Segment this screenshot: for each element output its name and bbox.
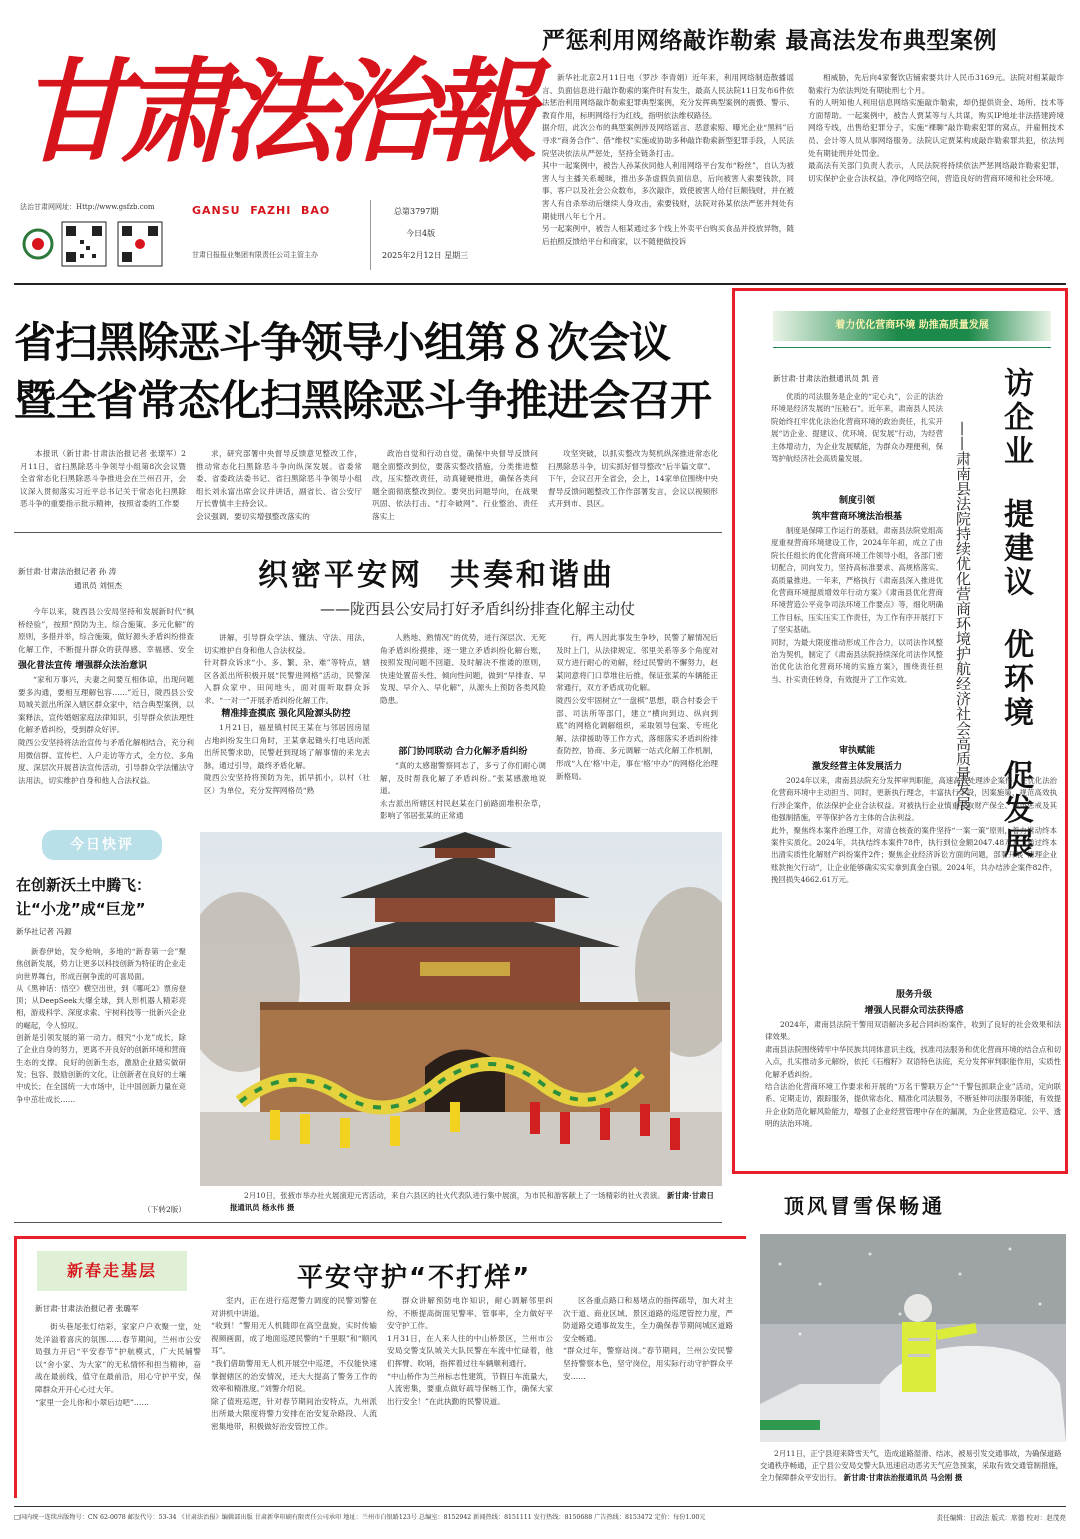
sidebar-intro: 优质的司法服务是企业的“定心丸”，公正的法治环境是经济发展的“压舱石”。近年来，肃南县人民法院始终扛牢优化法治化营商环境的政治责任，扎实开展“访企业、提建议、优环境、促发展”行动，为经营主体增动力，为企业发展赋能，为群众办理便利，保驾护航经济社会高质量发展。 — [771, 392, 943, 464]
snow-photo-caption — [760, 1448, 1066, 1498]
top-story-col-1: 新华社北京2月11日电（罗沙 李青娟）近年来，利用网络制造散播谣言、负面信息进行敲诈勒索的案件时有发生，最高人民法院11日发布6件依法惩治利用网络敲诈勒索犯罪典型案例，充分发挥典型案例的震慑、警示、教育作用，标明网络行为红线，指明依法维权路径。 据介绍，此次公布的典型案例涉及网络谣言、恶意索赔、曝光企业“黑料”后寻求“商务合作”、借“维权”实施或协助多种敲诈勒索新型犯罪手段，人民法院坚决依法从严惩处，坚持全链条打击。 其中一起案例中，被告人孙某伙同他人利用网络平台发布“粉丝”，自认为被害人与主播关系暧昧，推出多条虚假负面信息，后向被害人索要钱款，同事、客户以及社会公众数布，多次敲诈，致使被害人给付巨额钱财，并在被害人有自杀举动后继续人身攻击，索要钱财，法院对孙某依法严惩并判处有期徒刑八年七个月。 另一起案例中，被告人相某通过多个线上外卖平台购买食品并投放异物，随后拍照反馈给平台和商家，以不随便做投诉 — [542, 73, 794, 246]
feature-intro: 今年以来，陇西县公安局坚持和发展新时代“枫桥经验”，按照“预防为主、综合施策、多元化解”的原则，多措并举，综合施策，做好源头矛盾纠纷排查化解工作，不断提升群众的获得感、幸福感、安全 — [18, 607, 194, 654]
business-sidebar — [732, 288, 1068, 1174]
safety-col-1: 街头巷尾张灯结彩，家家户户欢聚一堂，处处洋溢着喜庆的氛围……春节期间，兰州市公安局强力开启“平安春节”护航模式，广大民辅警以“舍小家、为大家”的无私情怀和担当精神，奋战在最前线，值守在最前沿，用心守护平安，保障群众开开心心过大年。 “家里一会儿你和小翠后边吧”…… — [35, 1322, 201, 1407]
feature-subhead-3: 部门协同联动 合力化解矛盾纠纷 — [398, 747, 528, 757]
main-headline-line-1: 省扫黑除恶斗争领导小组第８次会议 — [14, 318, 671, 367]
feature-headline: 织密平安网 共奏和谐曲 — [258, 558, 615, 593]
feature-col-4: 行，两人因此事发生争吵，民警了解情况后及时上门，从法律规定、邻里关系等多个角度对双方进行耐心的劝解，经过民警的不懈努力，赵某同意将门口草堆住后推，保证张某的车辆能正常通行，双方矛盾成功化解。 陇西公安牢固树立“一盘棋”思想，联合村委会干部、司法所等部门，建立“横向到边、纵向到底”的网格化调解组织，采取领导包案、专班化解、法律援助等工作方式，落细落实矛盾纠纷排查防控，协商、多元调解一站式化解工作机制，形成“人在‘格’中走，事在‘格’中办”的网格化治理新格局。 — [556, 633, 718, 781]
sidebar-subhead-2a: 审执赋能 — [838, 746, 875, 756]
quick-review-badge-label: 今日快评 — [70, 837, 134, 853]
safety-col-2: 室内，正在进行巡逻警力调度的民警刘警在对讲机中讲道。 “收到！”警用无人机随即在高空盘旋，实时传输视频画面，成了地面巡逻民警的“千里眼”和“顺风耳”。 “我们借助警用无人机开展空中巡逻，不仅能快速掌握辖区的治安情况，还大大提高了警务工作的效率和精准度。”刘警介绍说。 除了值班巡逻，针对春节期间治安特点，九州派出所最大限度将警力安排在治安复杂路段、人流密集地带，积极做好治安管控工作。 — [211, 1296, 377, 1431]
main-story-col-1: 本报讯（新甘肃·甘肃法治报记者 张璟军）2月11日，省扫黑除恶斗争领导小组第8次会议暨全省常态化扫黑除恶斗争推进会在兰州召开，会议深入贯彻落实习近平总书记关于常态化扫黑除恶斗争的重要指示批示精神，按照省委的工作要 — [20, 449, 186, 509]
page-count: 今日4版 — [406, 229, 436, 238]
sidebar-subtitle-text: ——肃南县法院持续优化营商环境护航经济社会高质量发展 — [954, 421, 972, 811]
top-story-col-2: 相威胁，先后向4家餐饮店铺索要共计人民币3169元。法院对相某敲诈勒索行为依法判处有期徒刑七个月。 有的人明知他人利用信息网络实施敲诈勒索，却仍提供资金、场所、技术等方面帮助。一起案例中，被告人贾某等与人共谋，购买IP地址非法搭建跨境网络专线，出售给犯罪分子，实施“裸聊”敲诈勒索犯罪的窝点，并雇佣技术员、会计等人员从事网络服务。法院认定贾某构成敲诈勒索罪共犯，依法判处有期徒刑并处罚金。 最高法有关部门负责人表示，人民法院将持续依法严惩网络敲诈勒索犯罪，切实保护企业合法权益，净化网络空间，营造良好的营商环境和社会环境。 — [808, 73, 1064, 183]
main-story — [14, 296, 722, 524]
masthead-divider — [370, 200, 371, 270]
feature-col-2a: 讲解，引导群众学法、懂法、守法、用法，切实维护自身和他人合法权益。 针对群众诉求“小、多、繁、杂、难”等特点，辖区各派出所积极开展“民警进网格”活动，民警深入群众家中、田间地头，面对面听取群众诉求，“一对一”开展矛盾纠纷化解工作。 — [204, 633, 370, 704]
sidebar-section-2: 2024年以来，肃南县法院充分发挥审判职能，高速高效处理涉企案件，在优化法治化营商环境中主动担当、同时，更新执行理念，丰富执行手段，因案施策，规范高效执行涉企案件，依法保护企业合法权益。对被执行企业慎重采取财产保全、信用惩戒及其他强制措施，平等保护各方主体的合法利益。 此外，聚焦终本案件治理工作，对清仓核查的案件坚持“一案一策”原则，着力推动终本案件实质化。2024年，共执结终本案件78件，执行到位金额2047.48万元，通过终本出清实质性化解财产纠纷案件2件；聚焦企业经济诉讼方面的问题，部署开展“清理企业账款拖欠行动”，让企业能够确实实实拿到真金白银。2024年，共办结涉企案件82件，挽回损失4662.61万元。 — [771, 776, 1057, 885]
footer-rule — [14, 1506, 1066, 1507]
masthead-publisher: 甘肃日报报业集团有限责任公司主管主办 — [192, 251, 318, 259]
sidebar-title-text: 访企业 提建议 优环境 促发展 — [998, 367, 1033, 862]
festival-caption-credit: 新甘肃·甘肃日报通讯员 杨永伟 摄 — [230, 1191, 714, 1212]
main-story-col-4: 攻坚突破，以抓实整改为契机纵深推进常态化扫黑除恶斗争，切实抓好督导整改“后半篇文章”。 下午，会议召开全省会，会上，14家单位围绕中央督导反馈问题整改工作作部署发言，会议以视频形式开到市、县区。 — [548, 449, 718, 509]
snow-caption-text: 2月11日，正宁县迎来降雪天气，造成道路湿滑、结冰，被易引发交通事故，为确保道路交通秩序畅通，正宁县公安局交警大队迅速启动恶劣天气应急预案，采取有效交通管制措施，全力保障群众平安出行。 — [760, 1449, 1064, 1482]
feature-col-1: “家和万事兴，夫妻之间要互相体谅，出现问题要多沟通，要相互理解包容……”近日，陇西县公安局城关派出所深入辖区群众家中，结合典型案例，以案释法，宣传婚姻家庭法律知识，引导群众依法理性化解矛盾纠纷，受到群众好评。 陇西公安坚持将法治宣传与矛盾化解相结合，充分利用微信群、宣传栏、入户走访等方式，全方位、多角度、深层次开展普法宣传活动，引导群众学法懂法守法用法，切实维护自身和他人合法权益。 — [18, 675, 194, 785]
sidebar-section-1: 制度是保障工作运行的基础，肃南县法院党组高度重视营商环境建设工作，2024年年初，成立了由院长任组长的优化营商环境工作领导小组，各部门密切配合，同向发力，坚持高标准要求、高规格落实、高质量推进。一年来，严格执行《肃南县深入推进优化营商环境提质增效年行动方案》《肃南县优化营商环境营造公平竞争司法环境工作要点》等，细化明确工作目标，压实压实工作责任，为工作有序开展打下了坚实基础。 同时，为最大限度推动形成工作合力，以司法作风整治为契机，制定了《肃南县法院持续深化司法作风整治优化法治化营商环境的实施方案》，围绕责任担当、扑实责任转身，有效提升了工作实效。 — [771, 526, 943, 684]
quick-review-continued[interactable]: （下转2版） — [143, 1205, 186, 1214]
sidebar-banner — [773, 311, 1051, 341]
feature-subhead-2: 精准排查摸底 强化风险源头防控 — [221, 709, 351, 719]
main-story-col-2: 求，研究部署中央督导反馈意见整改工作，推动常态化扫黑除恶斗争向纵深发展。省委常委、省委政法委书记、省扫黑除恶斗争领导小组组长刘永富出席会议并讲话，副省长、省公安厅厅长曹慎丰主持会议。 会议强调，要切实增强整改落实的 — [196, 449, 362, 520]
feature-story — [14, 540, 722, 828]
masthead-website[interactable]: 法治甘肃网网址：Http://www.gsfzb.com — [20, 203, 155, 211]
quick-review-byline: 新华社记者 冯源 — [16, 927, 72, 936]
sidebar-subhead-1b: 筑牢营商环境法治根基 — [811, 512, 902, 522]
snow-photo-headline: 顶风冒雪保畅通 — [784, 1194, 945, 1218]
main-headline-line-2: 暨全省常态化扫黑除恶斗争推进会召开 — [14, 376, 712, 425]
top-story — [538, 14, 1068, 276]
snow-caption-credit: 新甘肃·甘肃法治报通讯员 马会刚 摄 — [843, 1473, 963, 1482]
issue-number: 总第3797期 — [394, 207, 439, 216]
qr-code-icons — [22, 218, 174, 272]
sidebar-subhead-1a: 制度引领 — [838, 496, 875, 506]
quick-review-body: 新春伊始，发令枪响，多地的“新春第一会”聚焦创新发展，势力让更多以科技创新为特征的企业走向世界舞台，形成百舸争流的可喜局面。 从《黑神话：悟空》横空出世，到《哪吒2》票房登顶；从DeepSeek大爆全球，到人形机器人精彩亮相，游戏科学、深度求索、宇树科技等一批新兴企业的崛起，令人惊叹。 创新是引领发展的第一动力。细究“小龙”成长，除了企业自身的努力，更离不开良好的创新环境和营商生态的支撑。良好的创新生态，激励企业踏实做研发；包容、鼓励创新的文化，让创新者在良好的土壤中成长；在全国统一大市场中，让中国创新力量在竞争中茁壮成长…… — [16, 947, 186, 1104]
main-divider — [14, 532, 722, 533]
safety-headline: 平安守护“不打烊” — [297, 1263, 532, 1293]
snow-photo-image — [760, 1234, 1066, 1442]
quick-review-badge — [42, 830, 162, 860]
footer-editor: 责任编辑：甘政法 版式：席德 校对：赵茂亮 — [936, 1514, 1066, 1522]
footer-info: □国内统一连续出版物号：CN 62-0078 邮发代号：53-34 《甘肃法治报》编辑部出版 甘肃新华印刷有限责任公司承印 地址：兰州市白银路123号 总编室：8152942 新闻热线：8151111 发行热线：8150688 广告热线：8153472 定价：每份1.00元 — [14, 1514, 706, 1521]
sidebar-section-3: 2024年，肃南县法院干警用双语解决多起合同纠纷案件，收到了良好的社会效果和法律效果。 肃南县法院围绕铸牢中华民族共同体意识主线，找准司法服务和优化营商环境的结合点和切入点，扎实推动多元解纷，依托《石榴籽》双语特色法庭，充分发挥审判职能作用，实质性化解矛盾纠纷。 结合法治化营商环境工作要求和开展的“万名干警联万企”“千警包抓联企业”活动，定向联系、定期走访，跟踪服务，提供常态化、精准化司法服务，不断延伸司法服务职能，有效提升企业防范化解风险能力，增强了企业经营管理中存在的漏洞，为企业营造稳定、公平、透明的法治环境。 — [765, 1020, 1061, 1129]
safety-col-4: 区各重点路口和易堵点的指挥疏导，加大对主次干道、商业区域、景区道路的巡逻管控力度，严防道路交通事故发生，全力确保春节期间城区道路安全畅通。 “群众过年，警察站岗。”春节期间，兰州公安民警坚持警察本色，坚守岗位，用实际行动守护群众平安…… — [563, 1296, 733, 1381]
festival-photo-caption — [230, 1190, 718, 1218]
masthead-pinyin: GANSU FAZHI BAO — [192, 204, 331, 217]
main-story-col-3: 政治自觉和行动自觉，确保中央督导反馈问题全面整改到位，要落实整改措施，分类推进整改，压实整改责任，动真碰硬推进，确保各类问题全面彻底整改到位。要突出问题导向，在战果巩固、依法打击、“打伞破网”、行业整治、责任落实上 — [372, 449, 538, 520]
snow-photo — [760, 1234, 1066, 1442]
sidebar-byline: 新甘肃·甘肃法治报通讯员 凯 音 — [773, 374, 879, 383]
issue-date: 2025年2月12日 星期三 — [382, 251, 469, 260]
masthead — [14, 14, 534, 276]
top-divider — [14, 283, 1066, 285]
sidebar-subhead-3a: 服务升级 — [895, 990, 932, 1000]
sidebar-subhead-3b: 增强人民群众司法获得感 — [864, 1006, 964, 1016]
safety-byline: 新甘肃·甘肃法治报记者 张璐军 — [35, 1304, 139, 1313]
feature-byline-2: 通讯员 刘恒杰 — [74, 581, 122, 590]
feature-byline-1: 新甘肃·甘肃法治报记者 孙 涛 — [18, 567, 117, 576]
quick-review-headline-1: 在创新沃土中腾飞： — [16, 876, 152, 894]
feature-subhead-1: 强化普法宣传 增强群众法治意识 — [18, 661, 148, 671]
sidebar-banner-rule — [773, 347, 1051, 348]
quick-review-headline-2: 让“小龙”成“巨龙” — [16, 900, 146, 918]
feature-col-3a: 人熟地、熟情况”的优势，进行深层次、无死角矛盾纠纷摸排，逐一建立矛盾纠纷化解台账，按照发现问题不回避、及时解决不推诿的原则，快速处置苗头性、倾向性问题，做到“早排查、早发现、早介入、早化解”，从源头上预防各类风险隐患。 — [380, 633, 546, 705]
safety-badge — [37, 1251, 187, 1291]
festival-photo — [200, 832, 722, 1186]
masthead-title: 甘肃法治報 — [18, 47, 528, 178]
sidebar-subhead-2b: 激发经营主体发展活力 — [811, 762, 902, 772]
feature-col-2b: 1月21日，福星镇村民王某在与邻居因房屋占地纠纷发生口角时，王某拿起锄头打电话向派出所民警求助，民警赶到现场了解事情的来龙去脉，通过引导，最终矛盾化解。 陇西公安坚持将预防为先，抓早抓小，以村（社区）为单位，充分发挥网格员“熟 — [204, 723, 370, 795]
safety-badge-label: 新春走基层 — [66, 1261, 157, 1280]
safety-story — [14, 1236, 746, 1498]
feature-subheadline: ——陇西县公安局打好矛盾纠纷排查化解主动仗 — [320, 600, 636, 618]
safety-col-3: 群众讲解预防电诈知识，耐心调解邻里纠纷，不断提高街面见警率、管事率，全力做好平安守护工作。 1月31日，在人来人往的中山桥景区，兰州市公安局交警支队城关大队民警在车流中忙碌着，他们挥臂、吹哨，指挥着过往车辆顺利通行。 “中山桥作为兰州标志性建筑，节假日车流量大，人流密集，要重点做好疏导保畅工作，确保大家出行安全！”在此执勤的民警说道。 — [387, 1296, 553, 1406]
festival-caption-text: 2月10日，张掖市举办社火展演迎元宵活动，来自六县区的社火代表队进行集中展演，为市民和游客献上了一场精彩的社火表演。 — [244, 1191, 665, 1200]
feature-col-3b: “真的太感谢警察同志了，多亏了你们耐心调解，及时帮我化解了矛盾纠纷。”张某感激地说道。 永吉派出所辖区村民赵某在门前路面堆积杂草，影响了邻居张某的正常通 — [380, 761, 546, 821]
quick-review — [14, 830, 190, 1218]
top-story-headline: 严惩利用网络敲诈勒索 最高法发布典型案例 — [542, 28, 998, 54]
sidebar-banner-label: 着力优化营商环境 助推高质量发展 — [835, 320, 989, 331]
bottom-divider — [14, 1222, 722, 1223]
festival-photo-image — [200, 832, 722, 1186]
